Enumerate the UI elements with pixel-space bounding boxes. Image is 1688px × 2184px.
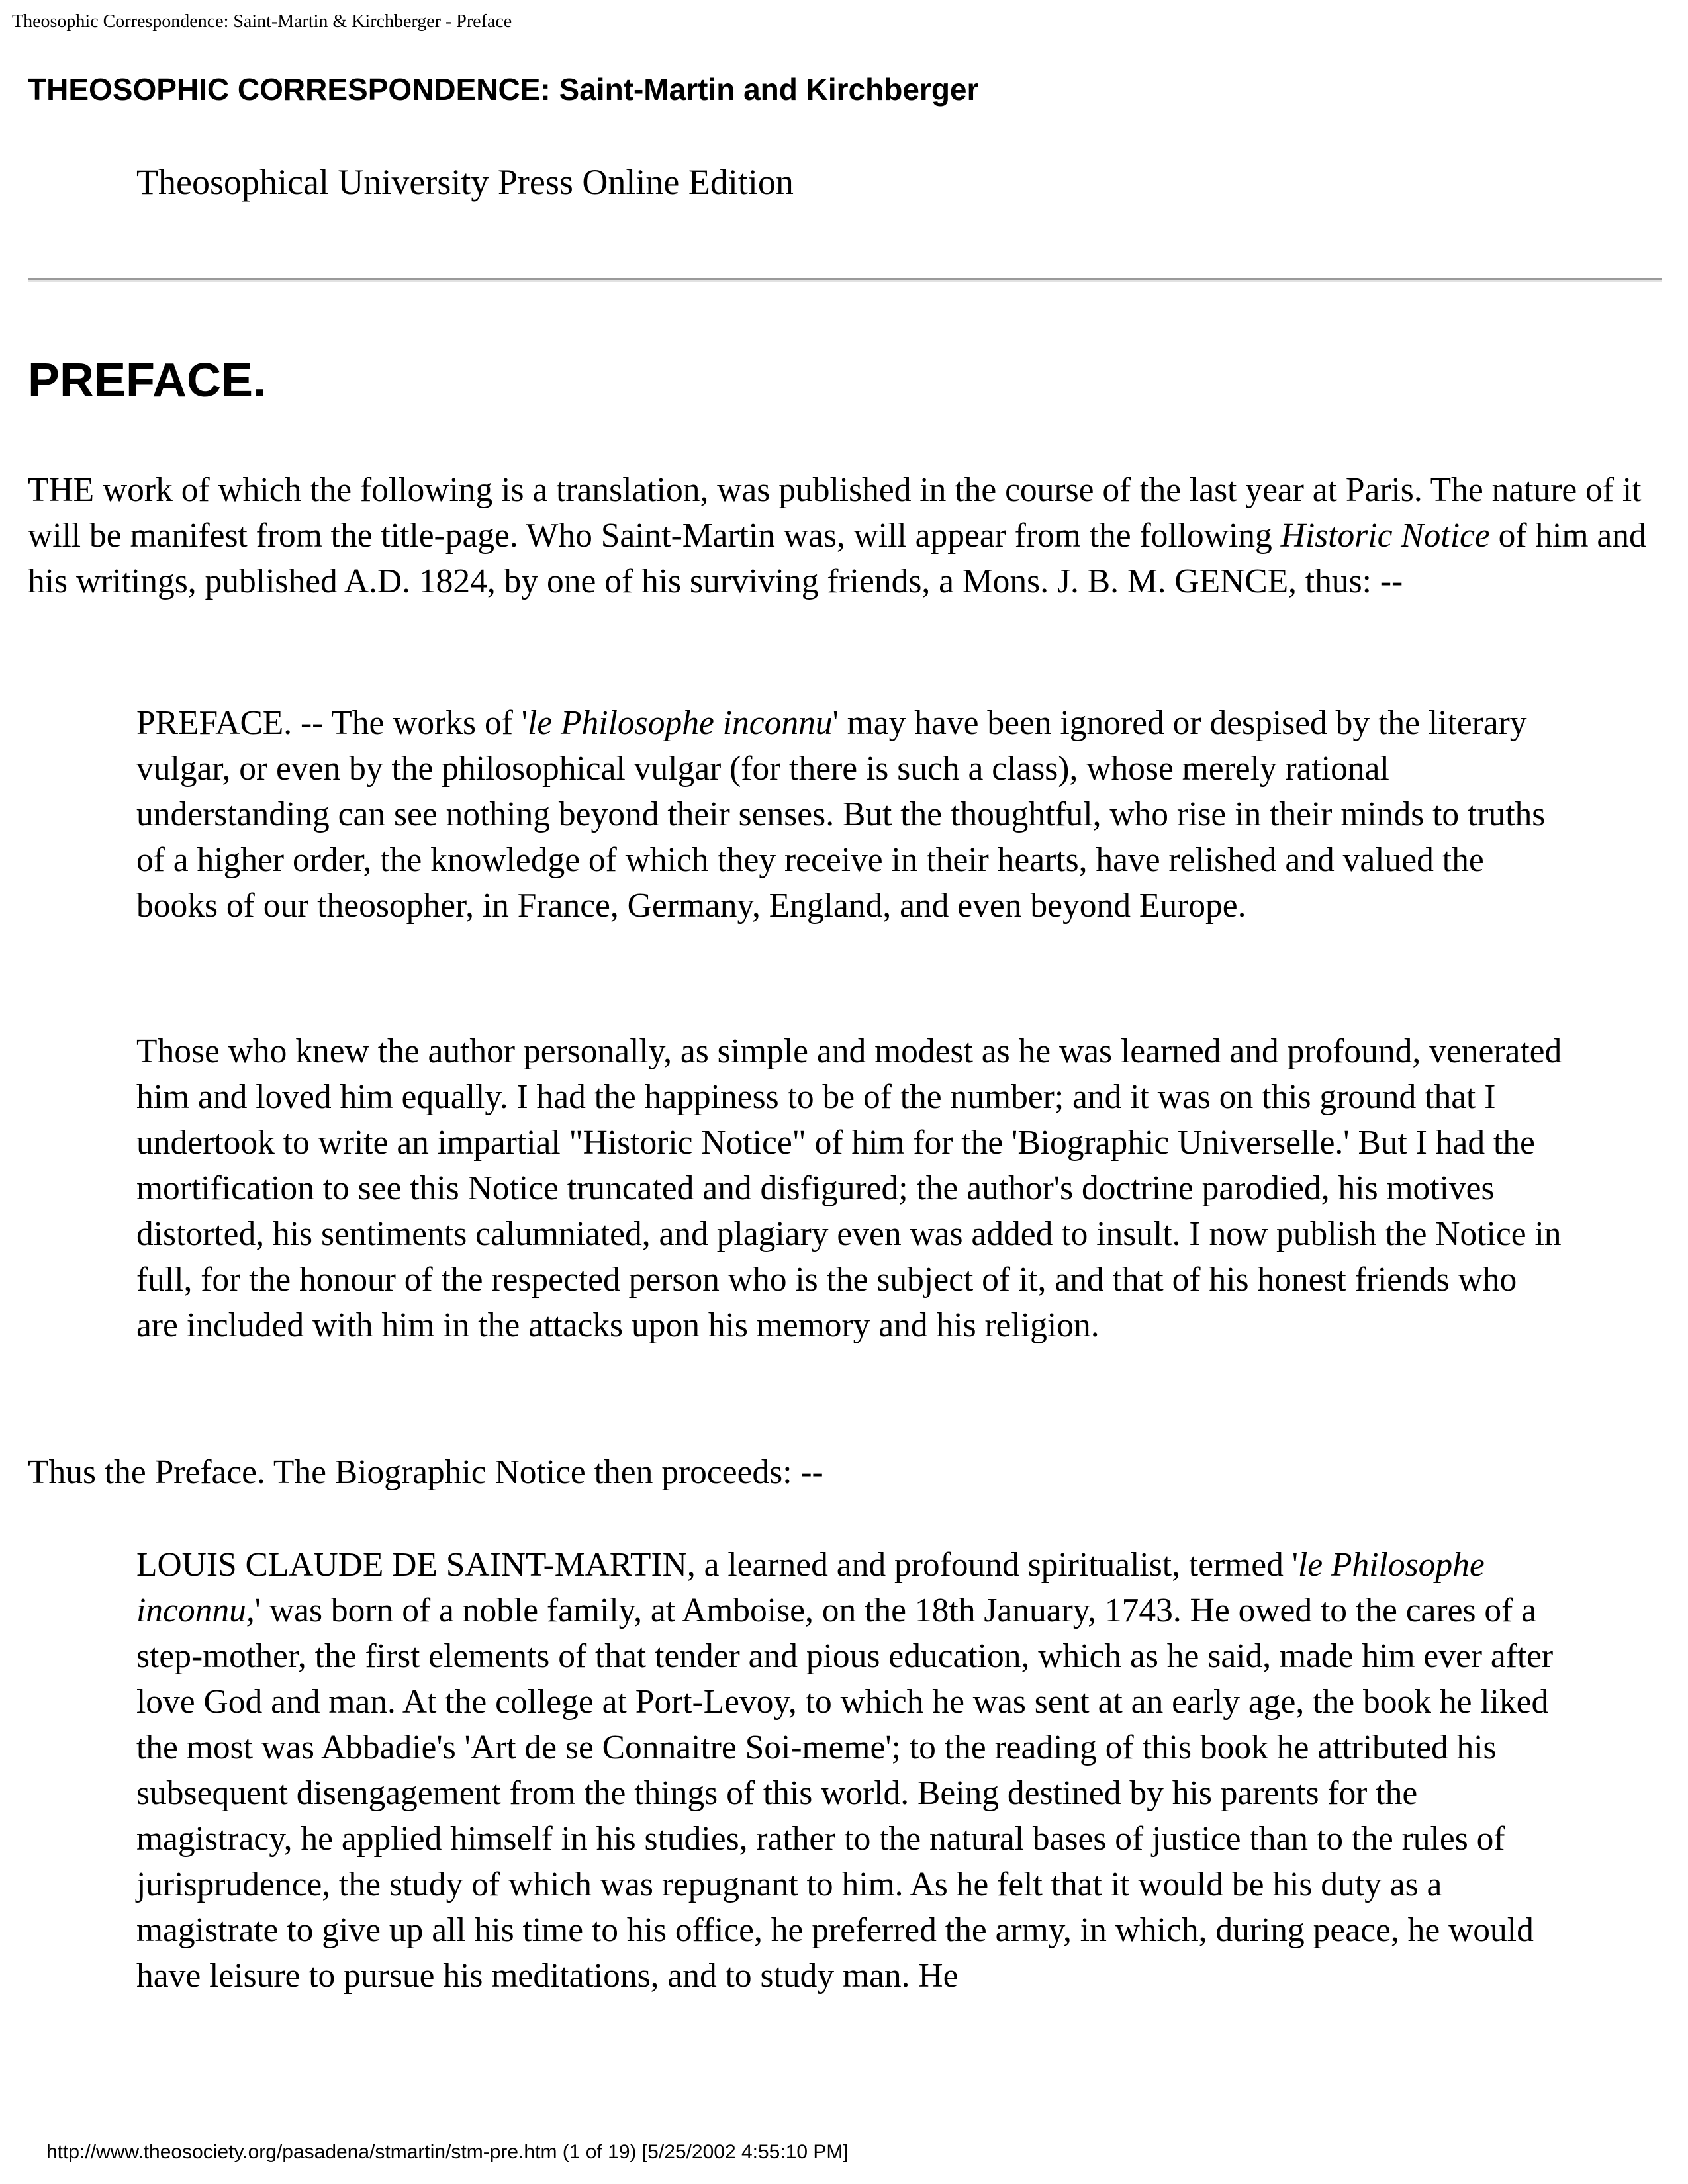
quote1-emphasis: le Philosophe inconnu [528, 704, 833, 742]
intro-text-2: of him and his writings, published A.D. 1824, by one of his surviving friends, a Mons. J. B. M. GENCE, thus: -- [28, 517, 1646, 600]
page-heading: PREFACE. [28, 354, 267, 407]
print-header: Theosophic Correspondence: Saint-Martin & Kirchberger - Preface [12, 11, 512, 32]
horizontal-rule [28, 278, 1662, 282]
print-footer-url: http://www.theosociety.org/pasadena/stmartin/stm-pre.htm (1 of 19) [5/25/2002 4:55:10 PM] [46, 2141, 849, 2163]
transition-paragraph: Thus the Preface. The Biographic Notice then proceeds: -- [28, 1453, 823, 1491]
site-title: THEOSOPHIC CORRESPONDENCE: Saint-Martin and Kirchberger [28, 72, 979, 107]
intro-emphasis: Historic Notice [1280, 517, 1490, 555]
blockquote-author: Those who knew the author personally, as simple and modest as he was learned and profound, venerated him and loved him equally. I had the happiness to be of the number; and it was on this ground that I undertook to write an impartial "Historic Notice" of him for the 'Biographic Universelle.' But I had the mortification to see this Notice truncated and disfigured; the author's doctrine parodied, his motives distorted, his sentiments calumniated, and plagiary even was added to insult. I now publish the Notice in full, for the honour of the respected person who is the subject of it, and that of his honest friends who are included with him in the attacks upon his memory and his religion. [136, 1032, 1562, 1344]
quote3-emphasis: le Philosophe inconnu, [136, 1546, 1485, 1629]
intro-paragraph [28, 467, 1663, 604]
blockquote-preface [136, 700, 1566, 929]
quote3-text-2: ' was born of a noble family, at Amboise, on the 18th January, 1743. He owed to the cares of a step-mother, the first elements of that tender and pious education, which as he said, made him ever after love God and man. At the college at Port-Levoy, to which he was sent at an early age, the book he liked the most was Abbadie's 'Art de se Connaitre Soi-meme'; to the reading of this book he attributed his subsequent disengagement from the things of this world. Being destined by his parents for the magistracy, he applied himself in his studies, rather to the natural bases of justice than to the rules of jurisprudence, the study of which was repugnant to him. As he felt that it would be his duty as a magistrate to give up all his time to his office, he preferred the army, in which, during peace, he would have leisure to pursue his meditations, and to study man. He [136, 1592, 1554, 1995]
quote3-text-1: LOUIS CLAUDE DE SAINT-MARTIN, a learned and profound spiritualist, termed ' [136, 1546, 1298, 1584]
quote1-text-1: PREFACE. -- The works of ' [136, 704, 528, 742]
intro-text-1: THE work of which the following is a translation, was published in the course of the last year at Paris. The nature of it will be manifest from the title-page. Who Saint-Martin was, will appear from the following [28, 471, 1642, 555]
blockquote-biography [136, 1542, 1579, 1999]
edition-label: Theosophical University Press Online Edition [136, 162, 794, 202]
quote1-text-2: ' may have been ignored or despised by the literary vulgar, or even by the philosophical vulgar (for there is such a class), whose merely rational understanding can see nothing beyond their senses. But the thoughtful, who rise in their minds to truths of a higher order, the knowledge of which they receive in their hearts, have relished and valued the books of our theosopher, in France, Germany, England, and even beyond Europe. [136, 704, 1546, 925]
